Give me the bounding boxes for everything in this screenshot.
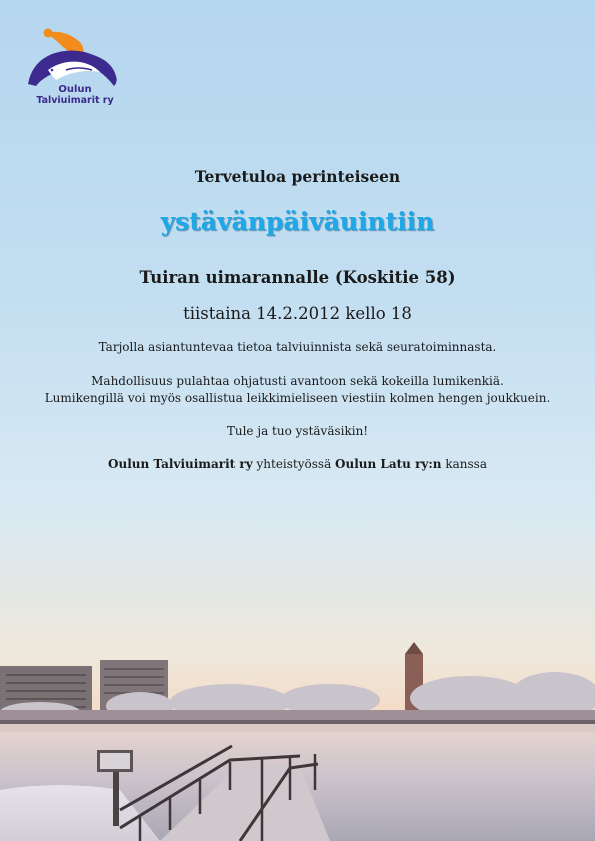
activities-paragraph [0,373,595,406]
organizer-connector: yhteistyössä [252,457,336,471]
activities-line-1: Mahdollisuus pulahtaa ohjatusti avantoon sekä kokeilla lumikenkiä. [91,374,504,388]
logo-text-line2: Talviuimarit ry [36,95,114,106]
winter-lake-scene [0,640,595,841]
logo-text-line1: Oulun [58,84,92,95]
event-datetime: tiistaina 14.2.2012 kello 18 [183,304,412,323]
seal-swimmer-icon [22,26,128,88]
organizer-2: Oulun Latu ry:n [335,457,442,471]
activities-line-2: Lumikengillä voi myös osallistua leikkimieliseen viestiin kolmen hengen joukkuein. [44,390,551,405]
invite-text: Tule ja tuo ystäväsikin! [226,424,369,438]
headline: Tervetuloa perinteiseen [194,167,401,186]
event-title: ystävänpäiväuintiin [160,207,435,236]
event-location: Tuiran uimarannalle (Koskitie 58) [139,268,456,287]
organizer-1: Oulun Talviuimarit ry [108,457,253,471]
club-logo [22,26,128,108]
organizer-suffix: kanssa [441,457,487,471]
organizers-line [0,456,595,473]
info-paragraph: Tarjolla asiantuntevaa tietoa talviuinnista sekä seuratoiminnasta. [98,340,497,354]
